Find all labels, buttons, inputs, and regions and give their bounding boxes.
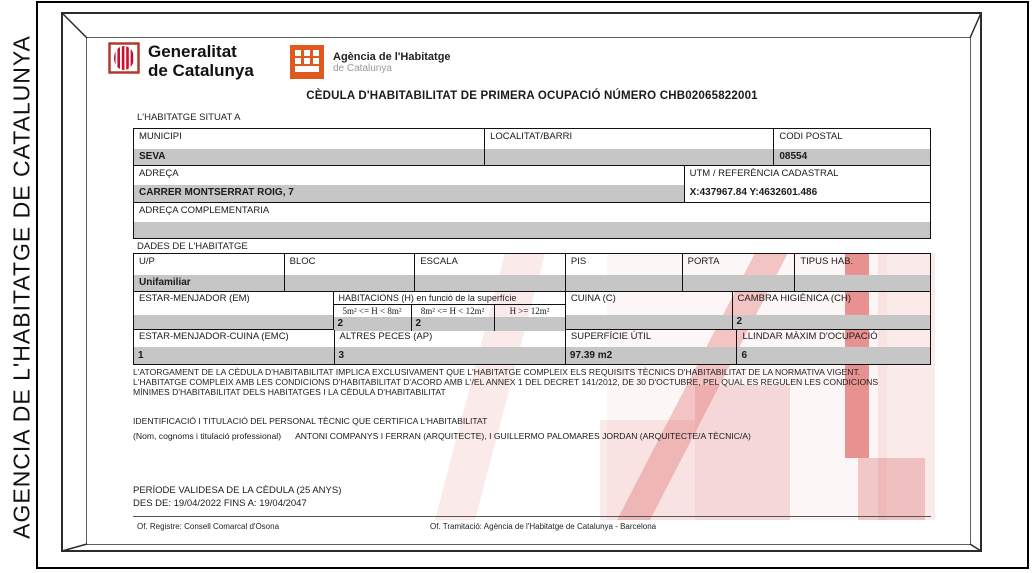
- cambra-higienica-value: 2: [736, 316, 743, 327]
- location-table: [133, 128, 931, 239]
- habitacions-range1-label: 5m² <= H < 8m²: [334, 305, 412, 317]
- altres-peces-box: [335, 330, 566, 364]
- location-value-row: [134, 149, 930, 165]
- agencia-logo: [290, 45, 451, 79]
- cambra-higienica-label: CAMBRA HIGIÈNICA (CH): [737, 293, 851, 304]
- dwelling-row3: [134, 329, 930, 364]
- codi-postal-label: CODI POSTAL: [779, 131, 843, 142]
- escala-value: [415, 275, 566, 291]
- footer-divider: [133, 516, 931, 517]
- validity-block: [133, 485, 341, 510]
- address2-value-row: [134, 222, 930, 238]
- estar-menjador-label: ESTAR-MENJADOR (EM): [139, 293, 250, 304]
- address-value-row: [134, 185, 930, 202]
- localitat-label: LOCALITAT/BARRI: [485, 129, 774, 149]
- address-header-row: [134, 165, 930, 185]
- habitacions-range3-label: H >= 12m²: [509, 306, 550, 316]
- cambra-higienica-box: [733, 292, 931, 329]
- habitacions-range1-value: 2: [334, 317, 412, 331]
- municipi-label: MUNICIPI: [134, 129, 485, 149]
- identification-names-label: (Nom, cognoms i titulació professional): [133, 431, 282, 441]
- footer-registre: Of. Registre: Consell Comarcal d'Osona: [137, 522, 280, 531]
- dwelling-row1-values: [134, 275, 930, 291]
- document-body: [87, 38, 970, 544]
- identification-names: ANTONI COMPANYS I FERRAN (ARQUITECTE), I GUILLERMO PALOMARES JORDAN (ARQUITECTE/A TÈCNIC/A): [295, 431, 751, 441]
- vertical-agency-text: AGENCIA DE L'HABITATGE DE CATALUNYA: [8, 34, 35, 539]
- cuina-value: [566, 315, 732, 329]
- llindar-maxim-box: [737, 330, 930, 364]
- habitacions-values: [334, 317, 565, 331]
- agencia-logo-line2: de Catalunya: [333, 62, 392, 74]
- adreca-value: CARRER MONTSERRAT ROIG, 7: [134, 185, 685, 202]
- bloc-label: BLOC: [285, 254, 416, 275]
- generalitat-logo: [108, 42, 254, 80]
- emc-label: ESTAR-MENJADOR-CUINA (EMC): [139, 331, 289, 342]
- pis-value: [566, 275, 683, 291]
- legal-paragraph-1: L'ATORGAMENT DE LA CÈDULA D'HABITABILITAT IMPLICA EXCLUSIVAMENT QUE L'HABITATGE COMPLEIX ELS REQUISITS TÈCNICS D'HABITABILITAT DE LA NORMATIVA VIGENT.: [133, 367, 861, 377]
- generalitat-logo-line2: de Catalunya: [148, 61, 254, 80]
- agencia-logo-icon: [290, 45, 324, 79]
- utm-value: X:437967.84 Y:4632601.486: [689, 187, 818, 198]
- habitacions-range2-label: 8m² <= H < 12m²: [412, 305, 495, 317]
- certificate-title: CÈDULA D'HABITABILITAT DE PRIMERA OCUPACIÓ NÚMERO CHB02065822001: [306, 90, 758, 102]
- porta-value: [683, 275, 796, 291]
- identification-heading: IDENTIFICACIÓ I TITULACIÓ DEL PERSONAL TÈCNIC QUE CERTIFICA L'HABITABILITAT: [133, 416, 488, 426]
- tipus-hab-value: [795, 275, 930, 291]
- pis-label: PIS: [566, 254, 683, 275]
- identification-names-row: [133, 431, 751, 441]
- utm-label: UTM / REFERÈNCIA CADASTRAL: [689, 168, 839, 179]
- adreca-complementaria-value: [134, 222, 930, 238]
- dwelling-section-label: DADES DE L'HABITATGE: [137, 241, 248, 252]
- emc-box: [134, 330, 335, 364]
- up-label: U/P: [134, 254, 285, 275]
- dwelling-table: [133, 253, 931, 365]
- altres-peces-label: ALTRES PECES (AP): [339, 331, 433, 342]
- emc-value: 1: [138, 350, 144, 361]
- tipus-hab-label: TIPUS HAB.: [800, 256, 854, 267]
- habitacions-range-headers: [334, 304, 565, 317]
- habitacions-range2-value: 2: [412, 317, 495, 331]
- localitat-value: [485, 149, 774, 165]
- generalitat-logo-icon: [108, 42, 140, 74]
- llindar-maxim-value: 6: [741, 350, 748, 361]
- address2-header-row: [134, 202, 930, 222]
- escala-label: ESCALA: [415, 254, 566, 275]
- validity-period-label: PERÍODE VALIDESA DE LA CÈDULA (25 ANYS): [133, 485, 342, 496]
- superficie-util-label: SUPERFÍCIE ÚTIL: [570, 331, 652, 342]
- porta-label: PORTA: [683, 254, 796, 275]
- footer-tramitacio: Of. Tramitació: Agència de l'Habitatge de Catalunya - Barcelona: [430, 522, 657, 531]
- cuina-label: CUINA (C): [570, 293, 616, 304]
- municipi-value: SEVA: [134, 149, 485, 165]
- llindar-maxim-label: LLINDAR MÀXIM D'OCUPACIÓ: [742, 331, 878, 342]
- habitacions-box: [334, 292, 566, 329]
- cuina-box: [566, 292, 733, 329]
- legal-paragraph-2: L'HABITATGE COMPLEIX AMB LES CONDICIONS D'HABITABILITAT D'ACORD AMB L'/EL ANNEX 1 DEL DECRET 141/2012, DE 30 D'OCTUBRE, PEL QUAL ES REGULEN LES CONDICIONS MÍNIMES D'HABITABILITAT DELS HABITATGES I LA CÈDULA D'HABITABILITAT: [133, 376, 879, 397]
- agencia-logo-line1: Agència de l'Habitatge: [333, 50, 451, 63]
- estar-menjador-box: [134, 292, 334, 329]
- superficie-util-value: 97.39 m2: [569, 350, 613, 361]
- location-header-row: [134, 129, 930, 149]
- adreca-label: ADREÇA: [134, 166, 685, 185]
- up-value: Unifamiliar: [134, 275, 285, 291]
- legal-text: [133, 368, 905, 397]
- location-section-label: L'HABITATGE SITUAT A: [137, 112, 241, 123]
- bloc-value: [285, 275, 416, 291]
- generalitat-logo-line1: Generalitat: [148, 42, 237, 61]
- altres-peces-value: 3: [338, 350, 345, 361]
- superficie-util-box: [566, 330, 738, 364]
- habitacions-label: HABITACIONS (H) en funció de la superfície: [338, 293, 517, 303]
- codi-postal-value: 08554: [774, 149, 930, 165]
- validity-dates: DES DE: 19/04/2022 FINS A: 19/04/2047: [133, 497, 307, 509]
- adreca-complementaria-label: ADREÇA COMPLEMENTARIA: [139, 205, 270, 216]
- dwelling-row1-headers: [134, 254, 930, 275]
- dwelling-row2: [134, 291, 930, 329]
- estar-menjador-value: [134, 315, 333, 329]
- habitacions-range3-value: [495, 317, 565, 331]
